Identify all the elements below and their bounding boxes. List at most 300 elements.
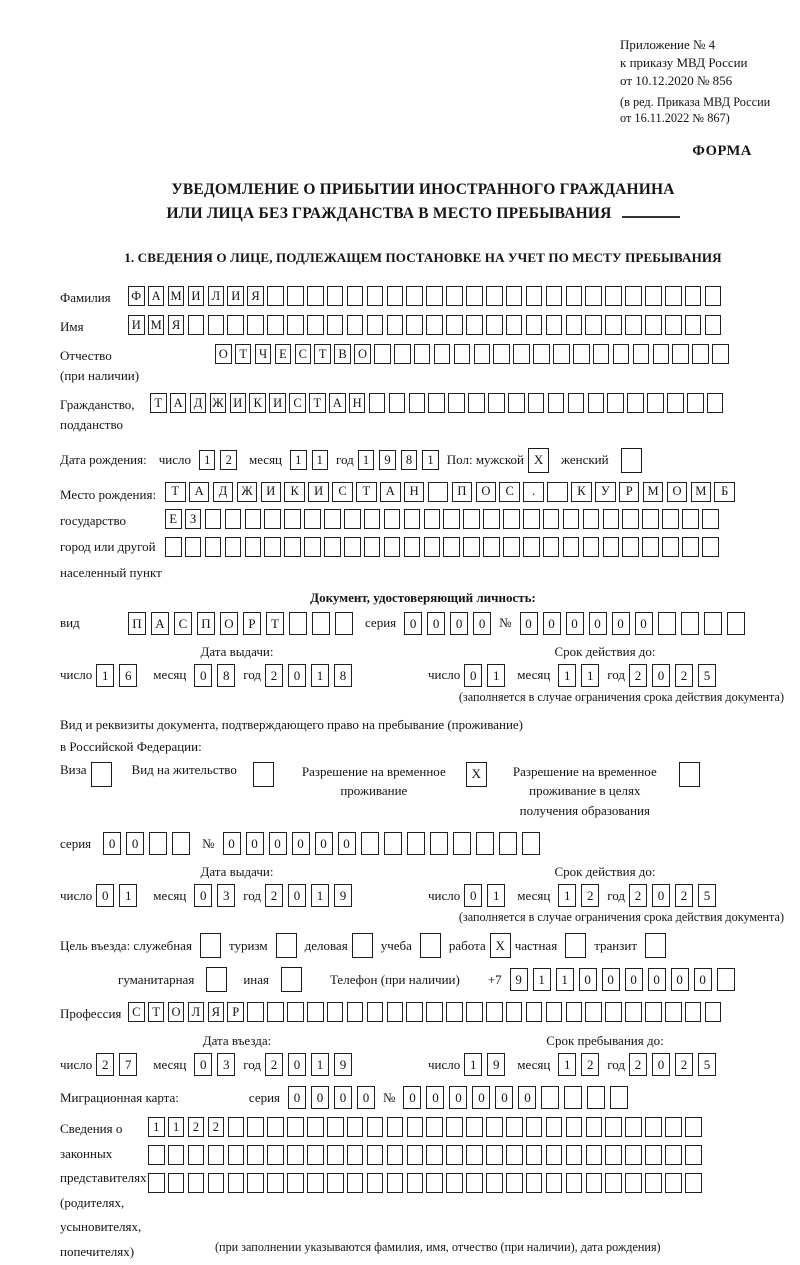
birth-place-grid-1-cell-11[interactable]: Н — [404, 482, 425, 502]
profession-grid-cell-16[interactable] — [426, 1002, 443, 1022]
birth-place-grid-2-cell-11[interactable] — [364, 509, 381, 529]
citizenship-grid-cell-12[interactable] — [369, 393, 386, 413]
citizenship-grid-cell-19[interactable] — [508, 393, 525, 413]
patronymic-grid-cell-3[interactable]: Ч — [255, 344, 272, 364]
permit-valid-year-grid-cell-4[interactable]: 5 — [698, 884, 716, 907]
given-name-grid-cell-24[interactable] — [585, 315, 602, 335]
profession-grid-cell-24[interactable] — [585, 1002, 602, 1022]
given-name-grid-cell-16[interactable] — [426, 315, 443, 335]
birth-place-grid-3-cell-9[interactable] — [324, 537, 341, 557]
permit-valid-year-grid-cell-3[interactable]: 2 — [675, 884, 693, 907]
doc-valid-year-grid-cell-1[interactable]: 2 — [629, 664, 647, 687]
legal-reps-grid-1-cell-23[interactable] — [586, 1117, 603, 1137]
surname-grid-cell-16[interactable] — [426, 286, 443, 306]
stay-year-grid-cell-1[interactable]: 2 — [629, 1053, 647, 1076]
stay-day-grid-cell-2[interactable]: 9 — [487, 1053, 505, 1076]
citizenship-grid-cell-3[interactable]: Д — [190, 393, 207, 413]
birth-place-grid-2-cell-13[interactable] — [404, 509, 421, 529]
surname-grid-cell-15[interactable] — [406, 286, 423, 306]
birth-place-grid-3-cell-24[interactable] — [622, 537, 639, 557]
legal-reps-grid-3-cell-26[interactable] — [645, 1173, 662, 1193]
doc-number-grid-cell-8[interactable] — [681, 612, 699, 635]
doc-number-grid-cell-9[interactable] — [704, 612, 722, 635]
legal-reps-grid-1-cell-12[interactable] — [367, 1117, 384, 1137]
birth-place-grid-3-cell-14[interactable] — [424, 537, 441, 557]
phone-grid-cell-1[interactable]: 9 — [510, 968, 528, 991]
permit-valid-month-grid-cell-1[interactable]: 1 — [558, 884, 576, 907]
legal-reps-grid-3-cell-20[interactable] — [526, 1173, 543, 1193]
mig-number-grid-cell-6[interactable]: 0 — [518, 1086, 536, 1109]
birth-place-grid-1-cell-23[interactable]: М — [691, 482, 712, 502]
given-name-grid-cell-13[interactable] — [367, 315, 384, 335]
doc-issue-day-grid-cell-2[interactable]: 6 — [119, 664, 137, 687]
profession-grid-cell-27[interactable] — [645, 1002, 662, 1022]
doc-valid-day-grid-cell-2[interactable]: 1 — [487, 664, 505, 687]
birth-year-grid-cell-2[interactable]: 9 — [379, 450, 396, 470]
patronymic-grid-cell-23[interactable] — [653, 344, 670, 364]
citizenship-grid-cell-20[interactable] — [528, 393, 545, 413]
profession-grid-cell-5[interactable]: Я — [208, 1002, 225, 1022]
legal-reps-grid-2-cell-1[interactable] — [148, 1145, 165, 1165]
permit-series-grid-cell-3[interactable] — [149, 832, 167, 855]
permit-issue-month-grid-cell-2[interactable]: 3 — [217, 884, 235, 907]
permit-issue-day-grid-cell-2[interactable]: 1 — [119, 884, 137, 907]
profession-grid-cell-15[interactable] — [406, 1002, 423, 1022]
legal-reps-grid-3-cell-3[interactable] — [188, 1173, 205, 1193]
birth-place-grid-2-cell-23[interactable] — [603, 509, 620, 529]
purpose-transit-checkbox[interactable] — [645, 933, 666, 958]
purpose-study-checkbox[interactable] — [420, 933, 441, 958]
legal-reps-grid-3-cell-14[interactable] — [407, 1173, 424, 1193]
surname-grid-cell-1[interactable]: Ф — [128, 286, 145, 306]
legal-reps-grid-1-cell-3[interactable]: 2 — [188, 1117, 205, 1137]
birth-place-grid-1-cell-14[interactable]: О — [476, 482, 497, 502]
patronymic-grid-cell-1[interactable]: О — [215, 344, 232, 364]
patronymic-grid-cell-9[interactable] — [374, 344, 391, 364]
given-name-grid-cell-14[interactable] — [387, 315, 404, 335]
purpose-humanitarian-checkbox[interactable] — [206, 967, 227, 992]
patronymic-grid-cell-6[interactable]: Т — [314, 344, 331, 364]
patronymic-grid-cell-22[interactable] — [633, 344, 650, 364]
mig-series-grid-cell-4[interactable]: 0 — [357, 1086, 375, 1109]
birth-place-grid-3-cell-27[interactable] — [682, 537, 699, 557]
citizenship-grid-cell-6[interactable]: К — [249, 393, 266, 413]
permit-issue-year-grid-cell-2[interactable]: 0 — [288, 884, 306, 907]
legal-reps-grid-2-cell-4[interactable] — [208, 1145, 225, 1165]
legal-reps-grid-1-cell-16[interactable] — [446, 1117, 463, 1137]
legal-reps-grid-3-cell-17[interactable] — [466, 1173, 483, 1193]
given-name-grid-cell-26[interactable] — [625, 315, 642, 335]
permit-valid-year-grid-cell-1[interactable]: 2 — [629, 884, 647, 907]
given-name-grid-cell-11[interactable] — [327, 315, 344, 335]
birth-place-grid-3-cell-6[interactable] — [264, 537, 281, 557]
permit-number-grid-cell-9[interactable] — [407, 832, 425, 855]
citizenship-grid-cell-13[interactable] — [389, 393, 406, 413]
birth-place-grid-2-cell-12[interactable] — [384, 509, 401, 529]
sex-female-checkbox[interactable] — [621, 448, 642, 473]
profession-grid-cell-17[interactable] — [446, 1002, 463, 1022]
birth-place-grid-2-cell-1[interactable]: Е — [165, 509, 182, 529]
mig-number-grid-cell-3[interactable]: 0 — [449, 1086, 467, 1109]
legal-reps-grid-1-cell-14[interactable] — [407, 1117, 424, 1137]
profession-grid-cell-21[interactable] — [526, 1002, 543, 1022]
birth-place-grid-3-cell-2[interactable] — [185, 537, 202, 557]
legal-reps-grid-3-cell-25[interactable] — [625, 1173, 642, 1193]
surname-grid-cell-30[interactable] — [705, 286, 722, 306]
citizenship-grid-cell-29[interactable] — [707, 393, 724, 413]
profession-grid-cell-22[interactable] — [546, 1002, 563, 1022]
surname-grid-cell-3[interactable]: М — [168, 286, 185, 306]
surname-grid-cell-27[interactable] — [645, 286, 662, 306]
entry-year-grid-cell-4[interactable]: 9 — [334, 1053, 352, 1076]
permit-number-grid-cell-8[interactable] — [384, 832, 402, 855]
permit-valid-day-grid-cell-2[interactable]: 1 — [487, 884, 505, 907]
birth-place-grid-3-cell-12[interactable] — [384, 537, 401, 557]
birth-place-grid-2-cell-14[interactable] — [424, 509, 441, 529]
stay-month-grid-cell-1[interactable]: 1 — [558, 1053, 576, 1076]
given-name-grid-cell-9[interactable] — [287, 315, 304, 335]
citizenship-grid-cell-4[interactable]: Ж — [210, 393, 227, 413]
citizenship-grid-cell-14[interactable] — [409, 393, 426, 413]
legal-reps-grid-3-cell-7[interactable] — [267, 1173, 284, 1193]
given-name-grid-cell-18[interactable] — [466, 315, 483, 335]
mig-number-grid-cell-7[interactable] — [541, 1086, 559, 1109]
birth-place-grid-1-cell-6[interactable]: К — [284, 482, 305, 502]
legal-reps-grid-3-cell-24[interactable] — [605, 1173, 622, 1193]
legal-reps-grid-2-cell-12[interactable] — [367, 1145, 384, 1165]
birth-place-grid-3-cell-8[interactable] — [304, 537, 321, 557]
sex-male-checkbox[interactable]: X — [528, 448, 549, 473]
birth-place-grid-1-cell-8[interactable]: С — [332, 482, 353, 502]
given-name-grid-cell-5[interactable] — [208, 315, 225, 335]
surname-grid-cell-7[interactable]: Я — [247, 286, 264, 306]
doc-kind-grid-cell-10[interactable] — [335, 612, 353, 635]
entry-month-grid-cell-2[interactable]: 3 — [217, 1053, 235, 1076]
surname-grid-cell-25[interactable] — [605, 286, 622, 306]
birth-place-grid-2-cell-15[interactable] — [443, 509, 460, 529]
temp-residence-edu-checkbox[interactable] — [679, 762, 700, 787]
patronymic-grid-cell-7[interactable]: В — [334, 344, 351, 364]
doc-series-grid-cell-3[interactable]: 0 — [450, 612, 468, 635]
permit-issue-year-grid-cell-3[interactable]: 1 — [311, 884, 329, 907]
given-name-grid-cell-2[interactable]: М — [148, 315, 165, 335]
doc-number-grid-cell-5[interactable]: 0 — [612, 612, 630, 635]
doc-issue-year-grid-cell-1[interactable]: 2 — [265, 664, 283, 687]
given-name-grid-cell-1[interactable]: И — [128, 315, 145, 335]
given-name-grid-cell-19[interactable] — [486, 315, 503, 335]
legal-reps-grid-1-cell-1[interactable]: 1 — [148, 1117, 165, 1137]
phone-grid-cell-10[interactable] — [717, 968, 735, 991]
patronymic-grid-cell-20[interactable] — [593, 344, 610, 364]
mig-number-grid-cell-2[interactable]: 0 — [426, 1086, 444, 1109]
doc-issue-year-grid-cell-4[interactable]: 8 — [334, 664, 352, 687]
legal-reps-grid-3-cell-8[interactable] — [287, 1173, 304, 1193]
legal-reps-grid-3-cell-13[interactable] — [387, 1173, 404, 1193]
doc-issue-year-grid-cell-3[interactable]: 1 — [311, 664, 329, 687]
birth-place-grid-1-cell-19[interactable]: У — [595, 482, 616, 502]
surname-grid-cell-13[interactable] — [367, 286, 384, 306]
doc-number-grid-cell-4[interactable]: 0 — [589, 612, 607, 635]
mig-series-grid-cell-1[interactable]: 0 — [288, 1086, 306, 1109]
profession-grid-cell-8[interactable] — [267, 1002, 284, 1022]
permit-issue-day-grid-cell-1[interactable]: 0 — [96, 884, 114, 907]
surname-grid-cell-21[interactable] — [526, 286, 543, 306]
citizenship-grid-cell-15[interactable] — [428, 393, 445, 413]
surname-grid-cell-18[interactable] — [466, 286, 483, 306]
birth-place-grid-2-cell-8[interactable] — [304, 509, 321, 529]
legal-reps-grid-1-cell-19[interactable] — [506, 1117, 523, 1137]
entry-day-grid-cell-1[interactable]: 2 — [96, 1053, 114, 1076]
birth-place-grid-3-cell-15[interactable] — [443, 537, 460, 557]
legal-reps-grid-3-cell-22[interactable] — [566, 1173, 583, 1193]
profession-grid-cell-18[interactable] — [466, 1002, 483, 1022]
birth-place-grid-3-cell-11[interactable] — [364, 537, 381, 557]
permit-valid-year-grid-cell-2[interactable]: 0 — [652, 884, 670, 907]
legal-reps-grid-2-cell-21[interactable] — [546, 1145, 563, 1165]
birth-place-grid-3-cell-18[interactable] — [503, 537, 520, 557]
patronymic-grid-cell-2[interactable]: Т — [235, 344, 252, 364]
mig-number-grid-cell-8[interactable] — [564, 1086, 582, 1109]
profession-grid-cell-2[interactable]: Т — [148, 1002, 165, 1022]
given-name-grid-cell-23[interactable] — [566, 315, 583, 335]
legal-reps-grid-2-cell-11[interactable] — [347, 1145, 364, 1165]
birth-place-grid-2-cell-10[interactable] — [344, 509, 361, 529]
permit-number-grid-cell-13[interactable] — [499, 832, 517, 855]
legal-reps-grid-3-cell-1[interactable] — [148, 1173, 165, 1193]
legal-reps-grid-1-cell-13[interactable] — [387, 1117, 404, 1137]
legal-reps-grid-3-cell-19[interactable] — [506, 1173, 523, 1193]
birth-year-grid-cell-4[interactable]: 1 — [422, 450, 439, 470]
birth-place-grid-1-cell-7[interactable]: И — [308, 482, 329, 502]
permit-number-grid-cell-1[interactable]: 0 — [223, 832, 241, 855]
purpose-work-checkbox[interactable]: X — [490, 933, 511, 958]
legal-reps-grid-3-cell-2[interactable] — [168, 1173, 185, 1193]
profession-grid-cell-4[interactable]: Л — [188, 1002, 205, 1022]
surname-grid-cell-22[interactable] — [546, 286, 563, 306]
given-name-grid-cell-3[interactable]: Я — [168, 315, 185, 335]
legal-reps-grid-1-cell-11[interactable] — [347, 1117, 364, 1137]
purpose-official-checkbox[interactable] — [200, 933, 221, 958]
phone-grid-cell-8[interactable]: 0 — [671, 968, 689, 991]
birth-place-grid-2-cell-3[interactable] — [205, 509, 222, 529]
legal-reps-grid-1-cell-8[interactable] — [287, 1117, 304, 1137]
birth-place-grid-1-cell-16[interactable]: . — [523, 482, 544, 502]
permit-number-grid-cell-3[interactable]: 0 — [269, 832, 287, 855]
given-name-grid-cell-6[interactable] — [227, 315, 244, 335]
surname-grid-cell-26[interactable] — [625, 286, 642, 306]
citizenship-grid-cell-17[interactable] — [468, 393, 485, 413]
legal-reps-grid-2-cell-25[interactable] — [625, 1145, 642, 1165]
birth-place-grid-3-cell-19[interactable] — [523, 537, 540, 557]
profession-grid-cell-9[interactable] — [287, 1002, 304, 1022]
citizenship-grid-cell-26[interactable] — [647, 393, 664, 413]
given-name-grid-cell-30[interactable] — [705, 315, 722, 335]
citizenship-grid-cell-22[interactable] — [568, 393, 585, 413]
legal-reps-grid-2-cell-14[interactable] — [407, 1145, 424, 1165]
doc-series-grid-cell-1[interactable]: 0 — [404, 612, 422, 635]
birth-place-grid-1-cell-20[interactable]: Р — [619, 482, 640, 502]
legal-reps-grid-2-cell-20[interactable] — [526, 1145, 543, 1165]
citizenship-grid-cell-28[interactable] — [687, 393, 704, 413]
given-name-grid-cell-25[interactable] — [605, 315, 622, 335]
legal-reps-grid-2-cell-9[interactable] — [307, 1145, 324, 1165]
citizenship-grid-cell-18[interactable] — [488, 393, 505, 413]
legal-reps-grid-3-cell-6[interactable] — [247, 1173, 264, 1193]
citizenship-grid-cell-7[interactable]: И — [269, 393, 286, 413]
birth-place-grid-3-cell-28[interactable] — [702, 537, 719, 557]
legal-reps-grid-3-cell-10[interactable] — [327, 1173, 344, 1193]
legal-reps-grid-2-cell-27[interactable] — [665, 1145, 682, 1165]
doc-valid-month-grid-cell-2[interactable]: 1 — [581, 664, 599, 687]
birth-place-grid-1-cell-4[interactable]: Ж — [237, 482, 258, 502]
surname-grid-cell-20[interactable] — [506, 286, 523, 306]
permit-issue-year-grid-cell-1[interactable]: 2 — [265, 884, 283, 907]
given-name-grid-cell-4[interactable] — [188, 315, 205, 335]
patronymic-grid-cell-26[interactable] — [712, 344, 729, 364]
doc-number-grid-cell-6[interactable]: 0 — [635, 612, 653, 635]
doc-kind-grid-cell-8[interactable] — [289, 612, 307, 635]
patronymic-grid-cell-8[interactable]: О — [354, 344, 371, 364]
birth-place-grid-1-cell-12[interactable] — [428, 482, 449, 502]
doc-kind-grid-cell-6[interactable]: Р — [243, 612, 261, 635]
citizenship-grid-cell-24[interactable] — [607, 393, 624, 413]
legal-reps-grid-1-cell-6[interactable] — [247, 1117, 264, 1137]
legal-reps-grid-2-cell-8[interactable] — [287, 1145, 304, 1165]
patronymic-grid-cell-17[interactable] — [533, 344, 550, 364]
purpose-tourism-checkbox[interactable] — [276, 933, 297, 958]
profession-grid-cell-26[interactable] — [625, 1002, 642, 1022]
legal-reps-grid-1-cell-7[interactable] — [267, 1117, 284, 1137]
birth-day-grid-cell-2[interactable]: 2 — [220, 450, 237, 470]
citizenship-grid-cell-10[interactable]: А — [329, 393, 346, 413]
surname-grid-cell-17[interactable] — [446, 286, 463, 306]
given-name-grid-cell-7[interactable] — [247, 315, 264, 335]
legal-reps-grid-1-cell-20[interactable] — [526, 1117, 543, 1137]
legal-reps-grid-2-cell-3[interactable] — [188, 1145, 205, 1165]
legal-reps-grid-1-cell-18[interactable] — [486, 1117, 503, 1137]
legal-reps-grid-1-cell-5[interactable] — [228, 1117, 245, 1137]
doc-kind-grid-cell-1[interactable]: П — [128, 612, 146, 635]
legal-reps-grid-2-cell-26[interactable] — [645, 1145, 662, 1165]
legal-reps-grid-1-cell-10[interactable] — [327, 1117, 344, 1137]
birth-place-grid-3-cell-17[interactable] — [483, 537, 500, 557]
birth-place-grid-2-cell-16[interactable] — [463, 509, 480, 529]
birth-place-grid-3-cell-23[interactable] — [603, 537, 620, 557]
legal-reps-grid-3-cell-28[interactable] — [685, 1173, 702, 1193]
birth-year-grid-cell-1[interactable]: 1 — [358, 450, 375, 470]
permit-issue-month-grid-cell-1[interactable]: 0 — [194, 884, 212, 907]
birth-place-grid-1-cell-3[interactable]: Д — [213, 482, 234, 502]
doc-series-grid-cell-2[interactable]: 0 — [427, 612, 445, 635]
birth-place-grid-2-cell-20[interactable] — [543, 509, 560, 529]
doc-number-grid-cell-1[interactable]: 0 — [520, 612, 538, 635]
birth-place-grid-3-cell-20[interactable] — [543, 537, 560, 557]
birth-place-grid-3-cell-5[interactable] — [245, 537, 262, 557]
profession-grid-cell-11[interactable] — [327, 1002, 344, 1022]
legal-reps-grid-2-cell-2[interactable] — [168, 1145, 185, 1165]
doc-kind-grid-cell-2[interactable]: А — [151, 612, 169, 635]
citizenship-grid-cell-25[interactable] — [627, 393, 644, 413]
permit-number-grid-cell-6[interactable]: 0 — [338, 832, 356, 855]
birth-place-grid-1-cell-22[interactable]: О — [667, 482, 688, 502]
doc-valid-year-grid-cell-2[interactable]: 0 — [652, 664, 670, 687]
doc-number-grid-cell-2[interactable]: 0 — [543, 612, 561, 635]
citizenship-grid-cell-11[interactable]: Н — [349, 393, 366, 413]
profession-grid-cell-30[interactable] — [705, 1002, 722, 1022]
mig-number-grid-cell-9[interactable] — [587, 1086, 605, 1109]
stay-month-grid-cell-2[interactable]: 2 — [581, 1053, 599, 1076]
permit-number-grid-cell-12[interactable] — [476, 832, 494, 855]
doc-issue-year-grid-cell-2[interactable]: 0 — [288, 664, 306, 687]
birth-place-grid-2-cell-4[interactable] — [225, 509, 242, 529]
doc-valid-year-grid-cell-4[interactable]: 5 — [698, 664, 716, 687]
birth-place-grid-1-cell-21[interactable]: М — [643, 482, 664, 502]
residence-permit-checkbox[interactable] — [253, 762, 274, 787]
phone-grid-cell-5[interactable]: 0 — [602, 968, 620, 991]
birth-place-grid-2-cell-17[interactable] — [483, 509, 500, 529]
profession-grid-cell-28[interactable] — [665, 1002, 682, 1022]
entry-year-grid-cell-2[interactable]: 0 — [288, 1053, 306, 1076]
doc-valid-month-grid-cell-1[interactable]: 1 — [558, 664, 576, 687]
birth-place-grid-2-cell-6[interactable] — [264, 509, 281, 529]
birth-place-grid-3-cell-26[interactable] — [662, 537, 679, 557]
birth-place-grid-3-cell-16[interactable] — [463, 537, 480, 557]
stay-year-grid-cell-3[interactable]: 2 — [675, 1053, 693, 1076]
legal-reps-grid-2-cell-15[interactable] — [426, 1145, 443, 1165]
legal-reps-grid-2-cell-5[interactable] — [228, 1145, 245, 1165]
legal-reps-grid-1-cell-24[interactable] — [605, 1117, 622, 1137]
given-name-grid-cell-10[interactable] — [307, 315, 324, 335]
surname-grid-cell-14[interactable] — [387, 286, 404, 306]
stay-year-grid-cell-2[interactable]: 0 — [652, 1053, 670, 1076]
legal-reps-grid-1-cell-17[interactable] — [466, 1117, 483, 1137]
permit-series-grid-cell-2[interactable]: 0 — [126, 832, 144, 855]
surname-grid-cell-12[interactable] — [347, 286, 364, 306]
legal-reps-grid-2-cell-13[interactable] — [387, 1145, 404, 1165]
profession-grid-cell-3[interactable]: О — [168, 1002, 185, 1022]
birth-place-grid-1-cell-1[interactable]: Т — [165, 482, 186, 502]
citizenship-grid-cell-16[interactable] — [448, 393, 465, 413]
surname-grid-cell-6[interactable]: И — [227, 286, 244, 306]
mig-number-grid-cell-1[interactable]: 0 — [403, 1086, 421, 1109]
legal-reps-grid-1-cell-22[interactable] — [566, 1117, 583, 1137]
visa-checkbox[interactable] — [91, 762, 112, 787]
patronymic-grid-cell-14[interactable] — [474, 344, 491, 364]
legal-reps-grid-3-cell-15[interactable] — [426, 1173, 443, 1193]
stay-year-grid-cell-4[interactable]: 5 — [698, 1053, 716, 1076]
doc-series-grid-cell-4[interactable]: 0 — [473, 612, 491, 635]
citizenship-grid-cell-2[interactable]: А — [170, 393, 187, 413]
temp-residence-permit-checkbox[interactable]: X — [466, 762, 487, 787]
profession-grid-cell-20[interactable] — [506, 1002, 523, 1022]
legal-reps-grid-3-cell-9[interactable] — [307, 1173, 324, 1193]
legal-reps-grid-1-cell-25[interactable] — [625, 1117, 642, 1137]
legal-reps-grid-3-cell-5[interactable] — [228, 1173, 245, 1193]
citizenship-grid-cell-8[interactable]: С — [289, 393, 306, 413]
legal-reps-grid-2-cell-19[interactable] — [506, 1145, 523, 1165]
legal-reps-grid-2-cell-24[interactable] — [605, 1145, 622, 1165]
patronymic-grid-cell-16[interactable] — [513, 344, 530, 364]
surname-grid-cell-10[interactable] — [307, 286, 324, 306]
permit-number-grid-cell-4[interactable]: 0 — [292, 832, 310, 855]
legal-reps-grid-2-cell-18[interactable] — [486, 1145, 503, 1165]
patronymic-grid-cell-12[interactable] — [434, 344, 451, 364]
surname-grid-cell-19[interactable] — [486, 286, 503, 306]
patronymic-grid-cell-15[interactable] — [493, 344, 510, 364]
purpose-other-checkbox[interactable] — [281, 967, 302, 992]
birth-place-grid-2-cell-7[interactable] — [284, 509, 301, 529]
birth-place-grid-3-cell-1[interactable] — [165, 537, 182, 557]
